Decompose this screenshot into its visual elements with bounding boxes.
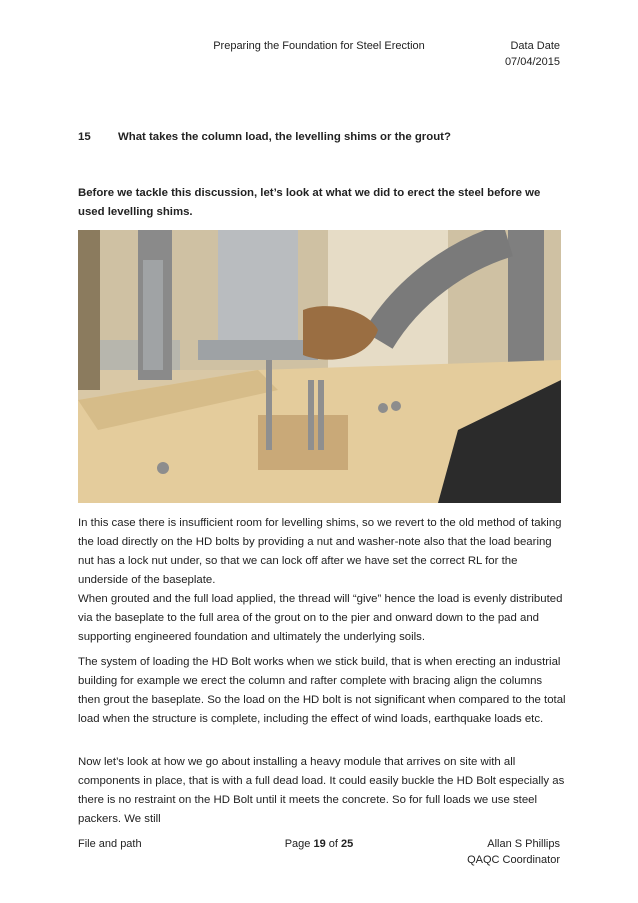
- intro-paragraph: Before we tackle this discussion, let’s look at what we did to erect the steel before we used levelling shims.: [78, 187, 541, 218]
- paragraph-grout-load: When grouted and the full load applied, the thread will “give” hence the load is evenly distributed via the baseplate to the full area of the grout on to the pier and onward down to the pad and supporting engineered foundation and ultimately the underlying soils.: [78, 593, 563, 643]
- paragraph-shims: In this case there is insufficient room for levelling shims, so we revert to the old method of taking the load directly on the HD bolts by providing a nut and washer-note also that the load bearing nut has a lock nut under, so that we can lock off after we have set the correct RL for the underside of the baseplate.: [78, 517, 562, 586]
- section-number: 15: [78, 131, 91, 143]
- foundation-photo: [78, 230, 561, 503]
- data-date-value: 07/04/2015: [504, 56, 560, 68]
- paragraph-stick-build: The system of loading the HD Bolt works when we stick build, that is when erecting an industrial building for example we erect the column and rafter complete with bracing align the columns then grout the baseplate. So the load on the HD bolt is not significant when compared to the total load when the structure is complete, including the effect of wind loads, earthquake loads etc.: [78, 656, 566, 725]
- section-question: What takes the column load, the levelling shims or the grout?: [118, 131, 451, 143]
- paragraph-heavy-module: Now let’s look at how we go about installing a heavy module that arrives on site with all components in place, that is with a full dead load. It could easily buckle the HD Bolt especially as there is no restraint on the HD Bolt until it meets the concrete. So for full loads we use steel packers. We still: [78, 756, 565, 825]
- footer-author: Allan S Phillips: [487, 838, 560, 850]
- footer-role: QAQC Coordinator: [467, 854, 560, 866]
- document-title: Preparing the Foundation for Steel Erection: [213, 40, 425, 52]
- data-date-label: Data Date: [510, 40, 560, 52]
- page-number: Page 19 of 25: [284, 838, 354, 850]
- footer-file-path: File and path: [78, 838, 142, 850]
